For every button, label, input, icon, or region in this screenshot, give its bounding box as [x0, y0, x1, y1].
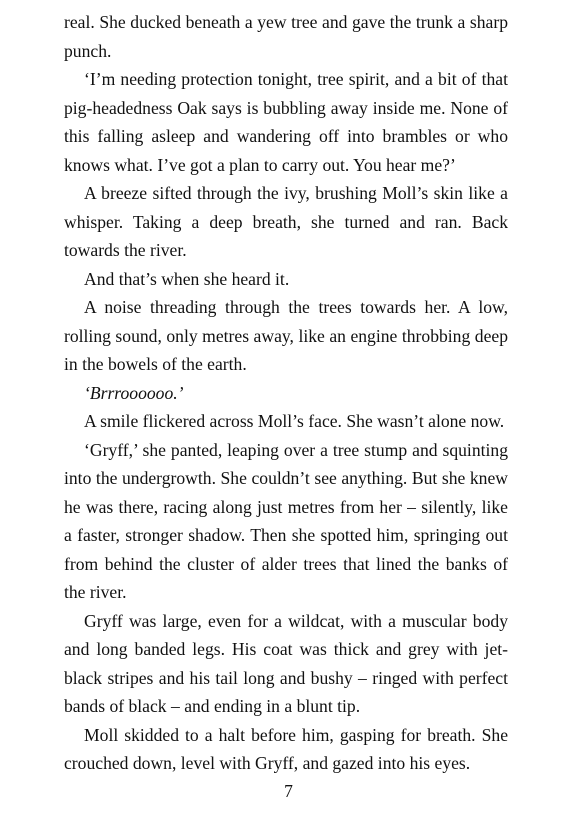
sound-text: ‘Brrroooooo.’: [84, 382, 184, 403]
paragraph-smile: A smile flickered across Moll’s face. She wasn’t alone now.: [84, 411, 505, 431]
page-number: 7: [284, 781, 293, 801]
paragraph-heard-it: And that’s when she heard it.: [84, 268, 290, 289]
paragraph-dialogue-protection: ‘I’m needing protection tonight, tree spirit, and a bit of that pig-headedness Oak says is bubbling away inside me. None of this falling asleep and wandering off into brambles or who knows what. I’ve got a plan to carry out. You hear me?’: [64, 69, 508, 175]
paragraph-noise: A noise threading through the trees towards her. A low, rolling sound, only metres away, like an engine throbbing deep in the bowels of the earth.: [64, 297, 508, 374]
paragraph-gryff-panted: ‘Gryff,’ she panted, leaping over a tree stump and squinting into the undergrowth. She couldn’t see anything. But she knew he was there, racing along just metres from her – silently, like a faster, stronger shadow. Then she spotted him, springing out from behind the cluster of alder trees that lined the banks of the river.: [64, 439, 508, 602]
paragraph-sound: [64, 379, 508, 408]
paragraph-continued: real. She ducked beneath a yew tree and gave the trunk a sharp punch.: [64, 12, 508, 61]
paragraph-gryff-description: Gryff was large, even for a wildcat, with a muscular body and long banded legs. His coat was thick and grey with jet-black stripes and his tail long and bushy – ringed with perfect bands of black – and ending in a blunt tip.: [64, 610, 508, 716]
paragraph-moll-skidded: Moll skidded to a halt before him, gasping for breath. She crouched down, level with Gryff, and gazed into his eyes.: [64, 724, 508, 773]
book-page-body: [64, 8, 508, 819]
paragraph-breeze: A breeze sifted through the ivy, brushing Moll’s skin like a whisper. Taking a deep breath, she turned and ran. Back towards the river.: [64, 183, 508, 260]
